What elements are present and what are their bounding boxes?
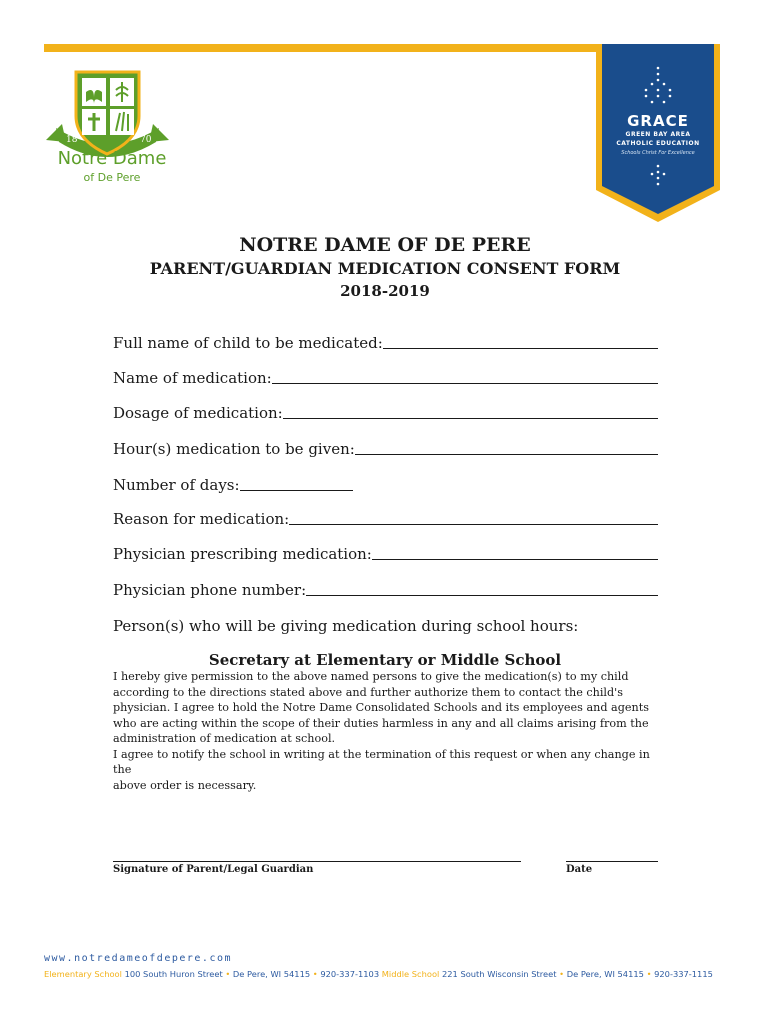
consent-line: administration of medication at school.: [113, 732, 336, 745]
date-signature-line[interactable]: [566, 861, 658, 862]
hours-field[interactable]: [113, 440, 658, 458]
medication-name-field[interactable]: [113, 369, 658, 387]
form-title: PARENT/GUARDIAN MEDICATION CONSENT FORM: [149, 259, 621, 278]
medication-name-label: Name of medication:: [113, 369, 272, 387]
physician-phone-field[interactable]: [113, 581, 658, 599]
consent-line: I hereby give permission to the above named persons to give the medication(s) to my child: [113, 670, 629, 683]
child-name-field[interactable]: [113, 334, 658, 352]
days-field[interactable]: [113, 476, 353, 494]
consent-line: physician. I agree to hold the Notre Dame Consolidated Schools and its employees and agents: [113, 701, 649, 714]
footer-elementary-phone: 920-337-1103: [320, 969, 380, 979]
dosage-line[interactable]: [283, 418, 658, 419]
date-label: Date: [566, 864, 593, 875]
physician-line[interactable]: [372, 559, 658, 560]
logo-school-subtitle: of De Pere: [83, 171, 141, 184]
footer-elementary-address: 100 South Huron Street: [124, 969, 223, 979]
banner-title: GRACE: [627, 112, 689, 130]
footer-elementary-label: Elementary School: [44, 969, 122, 979]
footer-elementary-city: De Pere, WI 54115: [232, 969, 311, 979]
child-name-label: Full name of child to be medicated:: [113, 334, 383, 352]
logo-year-right: 70: [140, 135, 152, 145]
footer-middle-phone: 920-337-1115: [654, 969, 713, 979]
footer-middle-address: 221 South Wisconsin Street: [441, 969, 557, 979]
persons-answer: Secretary at Elementary or Middle School: [208, 651, 562, 669]
dosage-field[interactable]: [113, 404, 658, 422]
physician-field[interactable]: [113, 545, 658, 563]
consent-line: who are acting within the scope of their duties harmless in any and all claims arising from the: [113, 716, 649, 730]
parent-signature-label: Signature of Parent/Legal Guardian: [113, 864, 314, 875]
parent-signature-line[interactable]: [113, 861, 521, 862]
logo-year-left: 18: [66, 135, 78, 145]
days-line[interactable]: [240, 490, 353, 491]
days-label: Number of days:: [113, 476, 240, 494]
notify-line: I agree to notify the school in writing at the termination of this request or when any change in the: [113, 747, 650, 776]
reason-label: Reason for medication:: [113, 510, 290, 528]
child-name-line[interactable]: [383, 348, 658, 349]
physician-label: Physician prescribing medication:: [113, 545, 372, 563]
notify-line: above order is necessary.: [113, 778, 257, 792]
banner-line-3: Schools Christ For Excellence: [621, 150, 695, 156]
logo-school-name: Notre Dame: [57, 148, 167, 169]
medication-name-line[interactable]: [272, 383, 658, 384]
hours-label: Hour(s) medication to be given:: [113, 440, 355, 458]
hours-line[interactable]: [355, 454, 658, 455]
header-gold-rule: [44, 44, 664, 52]
consent-line: according to the directions stated above and further authorize them to contact the child's: [113, 685, 623, 699]
consent-paragraph: [113, 669, 663, 793]
banner-line-1: GREEN BAY AREA: [625, 131, 691, 138]
physician-phone-label: Physician phone number:: [113, 581, 307, 599]
reason-field[interactable]: [113, 510, 658, 528]
reason-line[interactable]: [289, 524, 658, 525]
school-title: NOTRE DAME OF DE PERE: [239, 234, 531, 256]
form-title-block: [0, 233, 770, 302]
footer-middle-label: Middle School: [381, 969, 440, 979]
footer-address-line: Elementary School 100 South Huron Street • De Pere, WI 54115 • 920-337-1103 Middle School 221 South Wisconsin Street • De Pere, WI 54115 • 920-337-1115: [44, 969, 713, 979]
dosage-label: Dosage of medication:: [113, 404, 283, 422]
footer-middle-city: De Pere, WI 54115: [566, 969, 644, 979]
persons-label: Person(s) who will be giving medication during school hours:: [113, 617, 579, 635]
footer-website[interactable]: www.notredameofdepere.com: [44, 953, 233, 964]
physician-phone-line[interactable]: [306, 595, 658, 596]
banner-line-2: CATHOLIC EDUCATION: [616, 140, 700, 147]
school-year: 2018-2019: [340, 282, 430, 300]
